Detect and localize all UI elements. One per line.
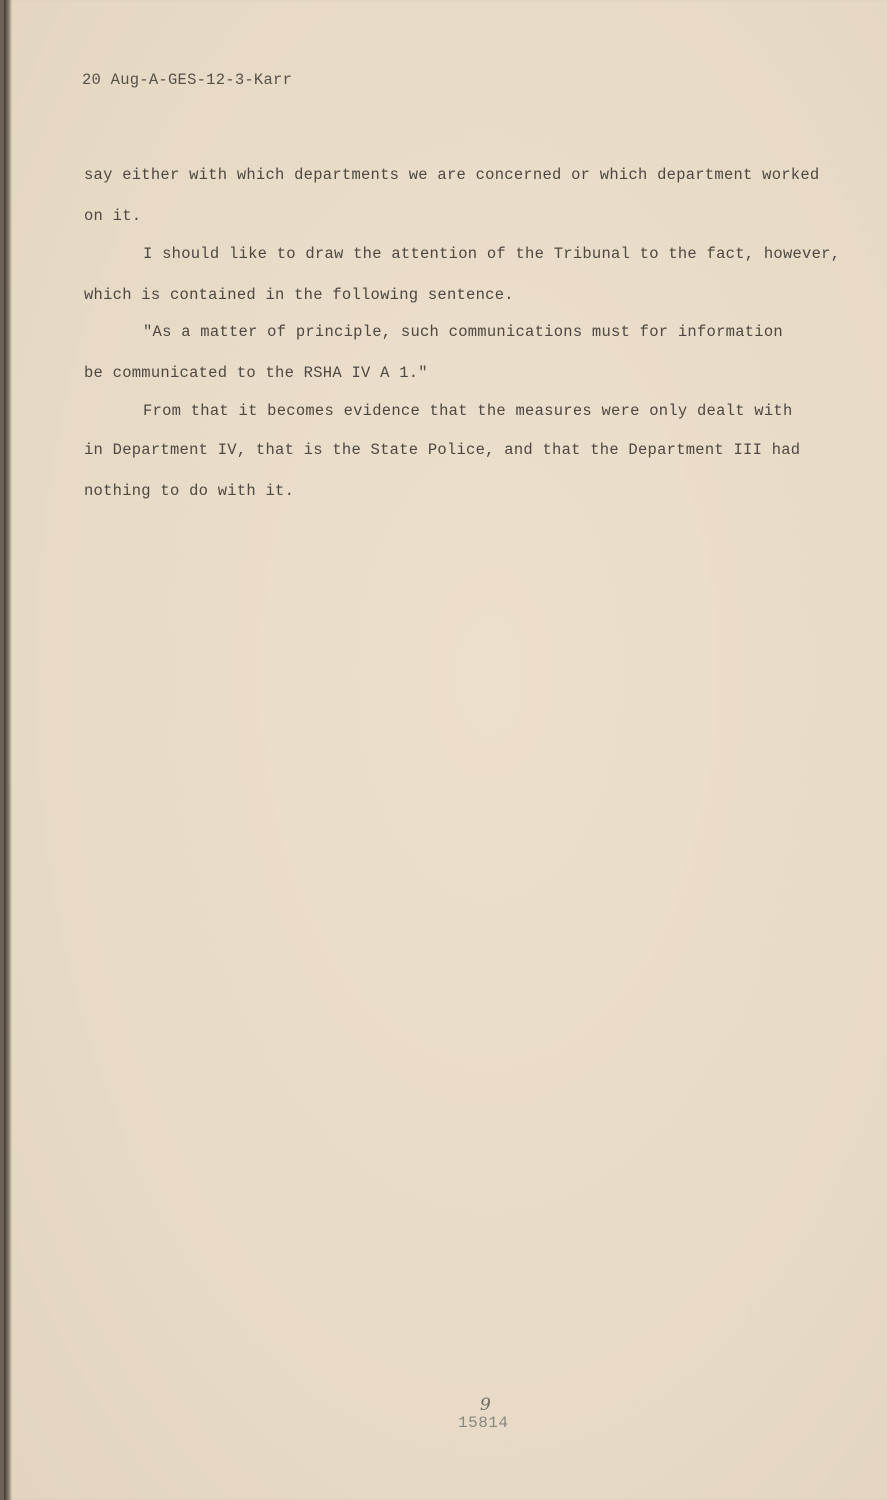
text-line: say either with which departments we are concerned or which department worked: [84, 166, 820, 184]
text-line: in Department IV, that is the State Police, and that the Department III had: [84, 441, 801, 459]
document-page: [4, 0, 887, 1500]
text-line: I should like to draw the attention of the Tribunal to the fact, however,: [143, 245, 841, 263]
text-line: nothing to do with it.: [84, 482, 295, 500]
text-line: which is contained in the following sentence.: [84, 286, 514, 304]
page-header: 20 Aug-A-GES-12-3-Karr: [82, 71, 293, 89]
page-left-edge: [4, 0, 12, 1500]
text-line: be communicated to the RSHA IV A 1.": [84, 364, 428, 382]
text-line: From that it becomes evidence that the measures were only dealt with: [143, 402, 793, 420]
handwritten-page-mark: 9: [480, 1395, 491, 1415]
page-number: 15814: [458, 1414, 509, 1432]
text-line: on it.: [84, 207, 142, 225]
text-line: "As a matter of principle, such communications must for information: [143, 323, 783, 341]
